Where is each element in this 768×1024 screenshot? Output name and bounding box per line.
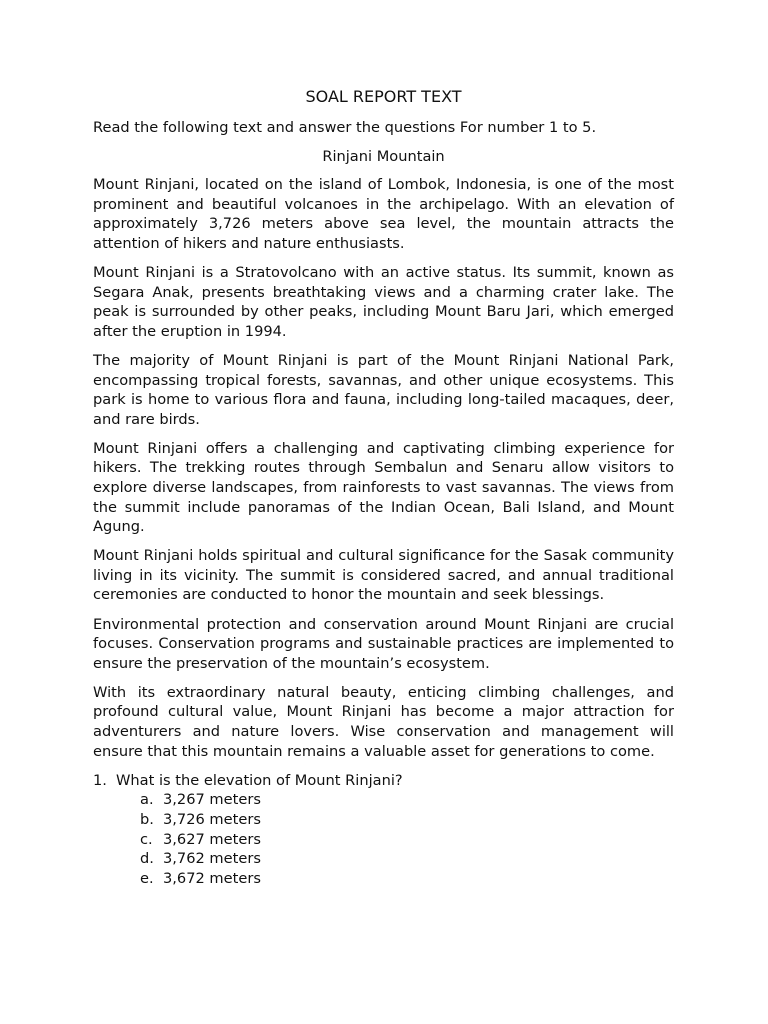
paragraph-3: The majority of Mount Rinjani is part of the Mount Rinjani National Park, encompassing tropical forests, savannas, and other unique ecosystems. This park is home to various flora and fauna, including long-tailed macaques, deer, and rare birds. — [93, 351, 674, 428]
option-letter: c. — [140, 830, 153, 848]
option-letter: a. — [140, 791, 154, 809]
document-page — [93, 86, 674, 888]
option-text: 3,762 meters — [163, 850, 261, 868]
document-title: SOAL REPORT TEXT — [305, 87, 462, 106]
paragraph-7: With its extraordinary natural beauty, enticing climbing challenges, and profound cultural value, Mount Rinjani has become a major attraction for adventurers and nature lovers. Wise conservation and management will ensure that this mountain remains a valuable asset for generations to come. — [93, 683, 674, 760]
answer-options — [93, 790, 674, 888]
option-letter: b. — [140, 810, 154, 828]
option-text: 3,627 meters — [163, 830, 261, 848]
question-number: 1. — [93, 771, 107, 789]
paragraph-2: Mount Rinjani is a Stratovolcano with an active status. Its summit, known as Segara Anak, presents breathtaking views and a charming crater lake. The peak is surrounded by other peaks, including Mount Baru Jari, which emerged after the eruption in 1994. — [93, 264, 674, 340]
text-subtitle: Rinjani Mountain — [322, 147, 445, 165]
option-text: 3,672 meters — [163, 869, 261, 887]
instruction-text: Read the following text and answer the questions For number 1 to 5. — [93, 119, 597, 136]
paragraph-5: Mount Rinjani holds spiritual and cultural significance for the Sasak community living in its vicinity. The summit is considered sacred, and annual traditional ceremonies are conducted to honor the mountain and seek blessings. — [93, 547, 674, 604]
option-d — [140, 849, 674, 869]
option-letter: e. — [140, 869, 154, 887]
question-1 — [93, 771, 674, 791]
option-c — [140, 830, 674, 850]
option-text: 3,267 meters — [163, 791, 261, 809]
option-b — [140, 810, 674, 830]
option-text: 3,726 meters — [163, 810, 261, 828]
paragraph-6: Environmental protection and conservation around Mount Rinjani are crucial focuses. Conservation programs and sustainable practices are implemented to ensure the preservation of the mountain’s ecosystem. — [93, 615, 674, 672]
option-e — [140, 869, 674, 889]
option-letter: d. — [140, 850, 154, 868]
option-a — [140, 790, 674, 810]
question-text: What is the elevation of Mount Rinjani? — [116, 771, 403, 789]
paragraph-1: Mount Rinjani, located on the island of Lombok, Indonesia, is one of the most prominent and beautiful volcanoes in the archipelago. With an elevation of approximately 3,726 meters above sea level, the mountain attracts the attention of hikers and nature enthusiasts. — [93, 176, 674, 252]
paragraph-4: Mount Rinjani offers a challenging and captivating climbing experience for hikers. The trekking routes through Sembalun and Senaru allow visitors to explore diverse landscapes, from rainforests to vast savannas. The views from the summit include panoramas of the Indian Ocean, Bali Island, and Mount Agung. — [93, 439, 674, 536]
